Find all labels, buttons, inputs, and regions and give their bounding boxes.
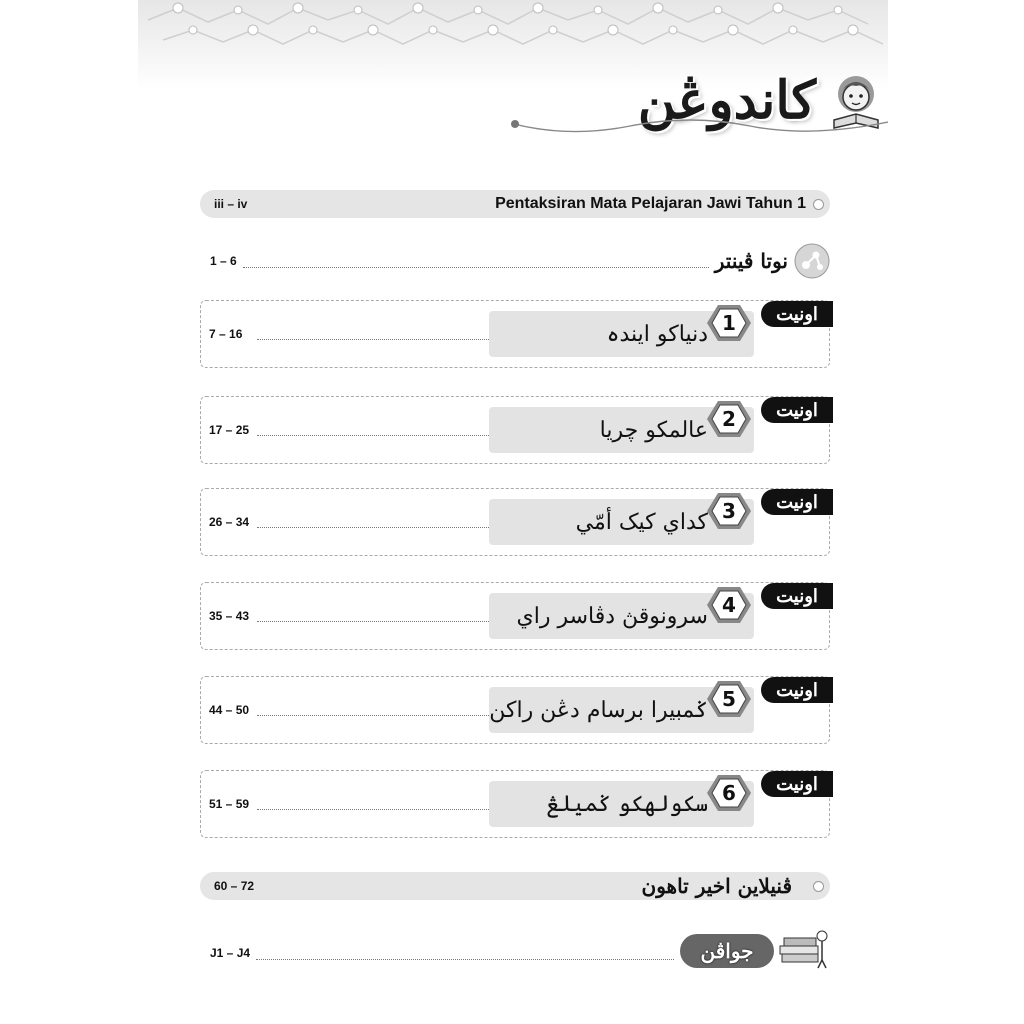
dotted-leader [257, 435, 489, 436]
unit-title: ݢمبيرا برسام دڠن راکن [489, 697, 708, 723]
toc-label: Pentaksiran Mata Pelajaran Jawi Tahun 1 [495, 195, 806, 212]
dotted-leader [257, 809, 489, 810]
toc-pages: iii – iv [214, 197, 248, 211]
molecule-pattern [138, 0, 888, 60]
unit-title: سرونوقڽ دڤاسر راي [516, 603, 708, 629]
unit-row[interactable] [200, 300, 830, 368]
bullet-dot [813, 199, 824, 210]
unit-title: کداي کيک أمّي [575, 509, 708, 535]
unit-title: عالمکو چريا [599, 417, 708, 443]
unit-number-badge [706, 585, 752, 625]
unit-row[interactable] [200, 770, 830, 838]
toc-pages: 1 – 6 [210, 254, 237, 268]
unit-row[interactable] [200, 676, 830, 744]
dotted-leader [243, 255, 709, 268]
unit-row[interactable] [200, 396, 830, 464]
toc-pages: 26 – 34 [209, 515, 250, 529]
answers-pill[interactable] [680, 934, 774, 968]
toc-pages: J1 – J4 [210, 946, 251, 960]
toc-final-row[interactable] [200, 872, 830, 900]
unit-tag: اونيت [761, 677, 833, 703]
toc-answers-row[interactable] [210, 938, 680, 968]
toc-pages: 60 – 72 [214, 879, 255, 893]
unit-number-badge [706, 491, 752, 531]
dotted-leader [256, 947, 674, 960]
page-title: كاندوڠن [637, 69, 816, 131]
toc-notes-row[interactable] [210, 246, 830, 276]
toc-pages: 35 – 43 [209, 609, 250, 623]
unit-number: 1 [722, 311, 736, 335]
toc-pages: 51 – 59 [209, 797, 250, 811]
unit-number: 2 [722, 407, 736, 431]
toc-label: نوتا ڤينتر [714, 249, 788, 273]
unit-number-badge [706, 679, 752, 719]
unit-tag: اونيت [761, 397, 833, 423]
unit-number-badge [706, 399, 752, 439]
toc-assessment-row[interactable] [200, 190, 830, 218]
unit-number: 5 [722, 687, 736, 711]
dotted-leader [257, 339, 489, 340]
unit-number: 4 [722, 593, 736, 617]
dotted-leader [257, 715, 489, 716]
unit-tag: اونيت [761, 489, 833, 515]
dotted-leader [257, 621, 489, 622]
toc-pages: 44 – 50 [209, 703, 250, 717]
dotted-leader [257, 527, 489, 528]
books-icon [778, 926, 830, 970]
unit-tag: اونيت [761, 301, 833, 327]
unit-title: دنياکو ايندہ [606, 321, 708, 347]
bullet-dot [813, 881, 824, 892]
unit-tag: اونيت [761, 583, 833, 609]
unit-title: سکولهکو ݢميلڠ [546, 791, 708, 817]
unit-number: 3 [722, 499, 736, 523]
toc-label: جواڤن [700, 939, 754, 963]
unit-number-badge [706, 303, 752, 343]
unit-tag: اونيت [761, 771, 833, 797]
unit-number-badge [706, 773, 752, 813]
title-underline-wave [510, 112, 888, 142]
unit-row[interactable] [200, 488, 830, 556]
unit-number: 6 [722, 781, 736, 805]
molecule-icon [794, 243, 830, 279]
toc-label: ڤنيلاين اخير تاهون [641, 874, 792, 898]
toc-pages: 7 – 16 [209, 327, 243, 341]
toc-pages: 17 – 25 [209, 423, 250, 437]
unit-row[interactable] [200, 582, 830, 650]
